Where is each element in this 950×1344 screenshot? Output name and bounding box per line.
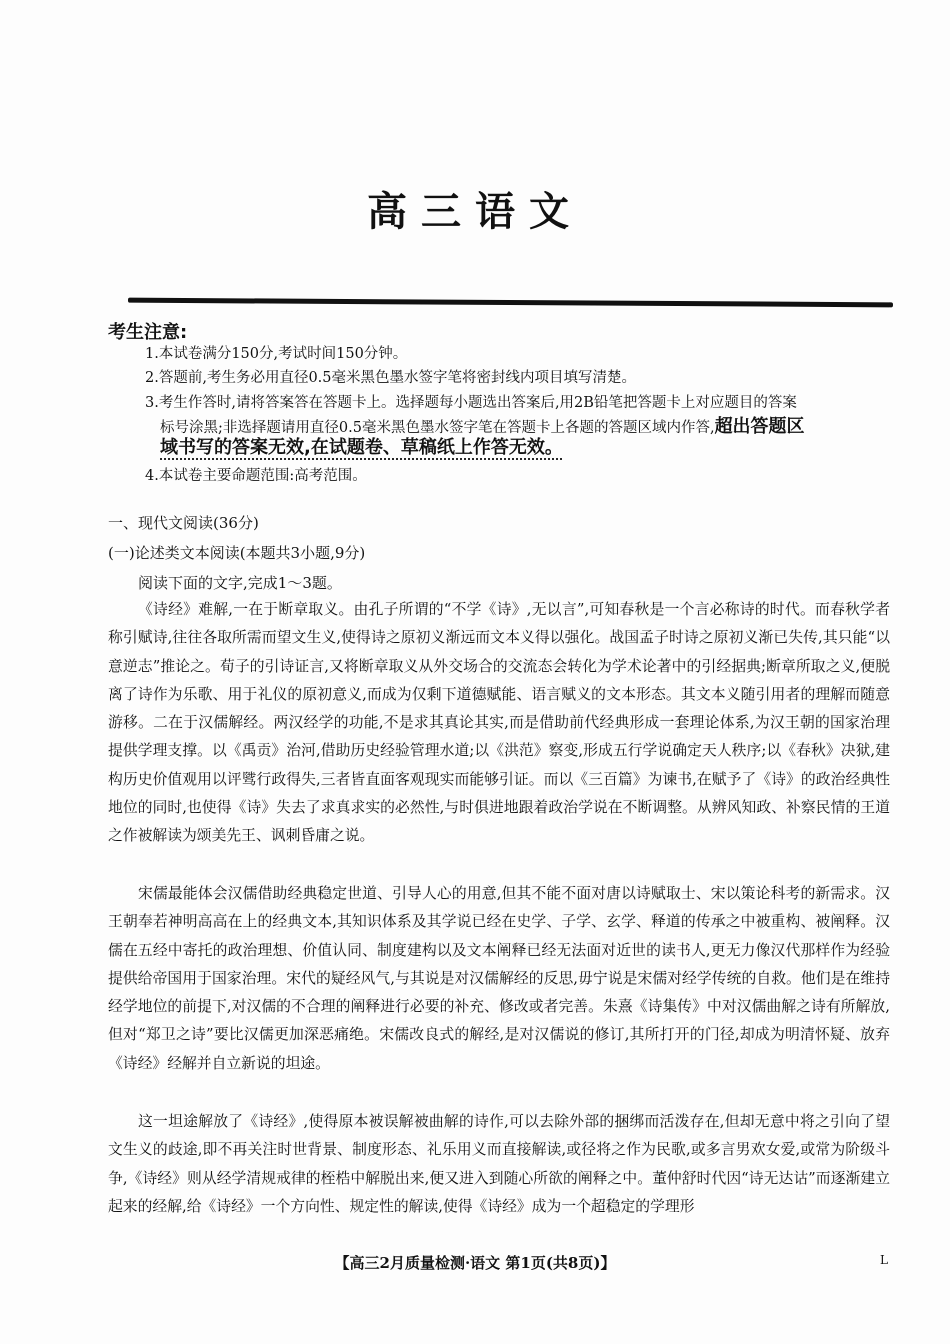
passage-paragraph-3: 这一坦途解放了《诗经》,使得原本被误解被曲解的诗作,可以去除外部的捆绑而活泼存在,但却无意中将之引向了望文生义的歧途,即不再关注时世背景、制度形态、礼乐用义而直接解读,或径将之作为民歌,或多言男欢女爱,或常为阶级斗争,《诗经》则从经学清规戒律的桎梏中解脱出来,便又进入到随心所欲的阐释之中。董仲舒时代因“诗无达诂”而逐渐建立起来的经解,给《诗经》一个方向性、规定性的解读,使得《诗经》成为一个超稳定的学理形	[108, 1113, 890, 1215]
section-heading: 一、现代文阅读(36分)	[108, 514, 259, 532]
notice-item-3-cont	[160, 416, 905, 439]
notice-item-2: 2.答题前,考生务必用直径0.5毫米黑色墨水签字笔将密封线内项目填写清楚。	[145, 370, 637, 386]
notice-item-3: 3.考生作答时,请将答案答在答题卡上。选择题每小题选出答案后,用2B铅笔把答题卡上对应题目的答案	[145, 395, 797, 411]
exam-title: 高三语文	[367, 188, 583, 235]
page-footer: 【高三2月质量检测·语文 第1页(共8页)】	[334, 1254, 616, 1272]
notice-item-1: 1.本试卷满分150分,考试时间150分钟。	[145, 346, 408, 362]
notice-heading: 考生注意:	[108, 322, 188, 343]
header-rule	[128, 298, 893, 308]
reading-instruction: 阅读下面的文字,完成1～3题。	[138, 574, 342, 592]
notice-item-3-emphasis-cont: 域书写的答案无效,在试题卷、草稿纸上作答无效。	[160, 437, 563, 458]
notice-item-3-emphasis: 超出答题区	[714, 416, 805, 437]
passage-paragraph-1: 《诗经》难解,一在于断章取义。由孔子所谓的“不学《诗》,无以言”,可知春秋是一个言必称诗的时代。而春秋学者称引赋诗,往往各取所需而望文生义,使得诗之原初义渐远而文本义得以强化。战国孟子时诗之原初义渐已失传,其只能“以意逆志”推论之。荀子的引诗证言,又将断章取义从外交场合的交流态会转化为学术论著中的引经据典;断章所取之义,便脱离了诗作为乐歌、用于礼仪的原初意义,而成为仅剩下道德赋能、语言赋义的文本形态。其文本义随引用者的理解而随意游移。二在于汉儒解经。两汉经学的功能,不是求其真论其实,而是借助前代经典形成一套理论体系,为汉王朝的国家治理提供学理支撑。以《禹贡》治河,借助历史经验管理水道;以《洪范》察变,形成五行学说确定天人秩序;以《春秋》决狱,建构历史价值观用以评骘行政得失,三者皆直面客观现实而能够引证。而以《三百篇》为谏书,在赋予了《诗》的政治经典性地位的同时,也使得《诗》失去了求真求实的必然性,与时俱进地跟着政治学说在不断调整。从辨风知政、补察民情的王道之作被解读为颂美先王、讽刺昏庸之说。	[108, 601, 890, 845]
passage-paragraph-2: 宋儒最能体会汉儒借助经典稳定世道、引导人心的用意,但其不能不面对唐以诗赋取士、宋以策论科考的新需求。汉王朝奉若神明高高在上的经典文本,其知识体系及其学说已经在史学、子学、玄学、释道的传承之中被重构、被阐释。汉儒在五经中寄托的政治理想、价值认同、制度建构以及文本阐释已经无法面对近世的读书人,更无力像汉代那样作为经验提供给帝国用于国家治理。宋代的疑经风气,与其说是对汉儒解经的反思,毋宁说是宋儒对经学传统的自救。他们是在维持经学地位的前提下,对汉儒的不合理的阐释进行必要的补充、修改或者完善。朱熹《诗集传》中对汉儒曲解之诗有所解放,但对“郑卫之诗”要比汉儒更加深恶痛绝。宋儒改良式的解经,是对汉儒说的修订,其所打开的门径,却成为明清怀疑、放弃《诗经》经解并自立新说的坦途。	[108, 885, 890, 1072]
subsection-heading: (一)论述类文本阅读(本题共3小题,9分)	[108, 544, 366, 562]
notice-item-3-text: 标号涂黑;非选择题请用直径0.5毫米黑色墨水签字笔在答题卡上各题的答题区域内作答,	[160, 420, 715, 436]
corner-mark: L	[880, 1253, 888, 1267]
notice-item-4: 4.本试卷主要命题范围:高考范围。	[145, 468, 367, 484]
